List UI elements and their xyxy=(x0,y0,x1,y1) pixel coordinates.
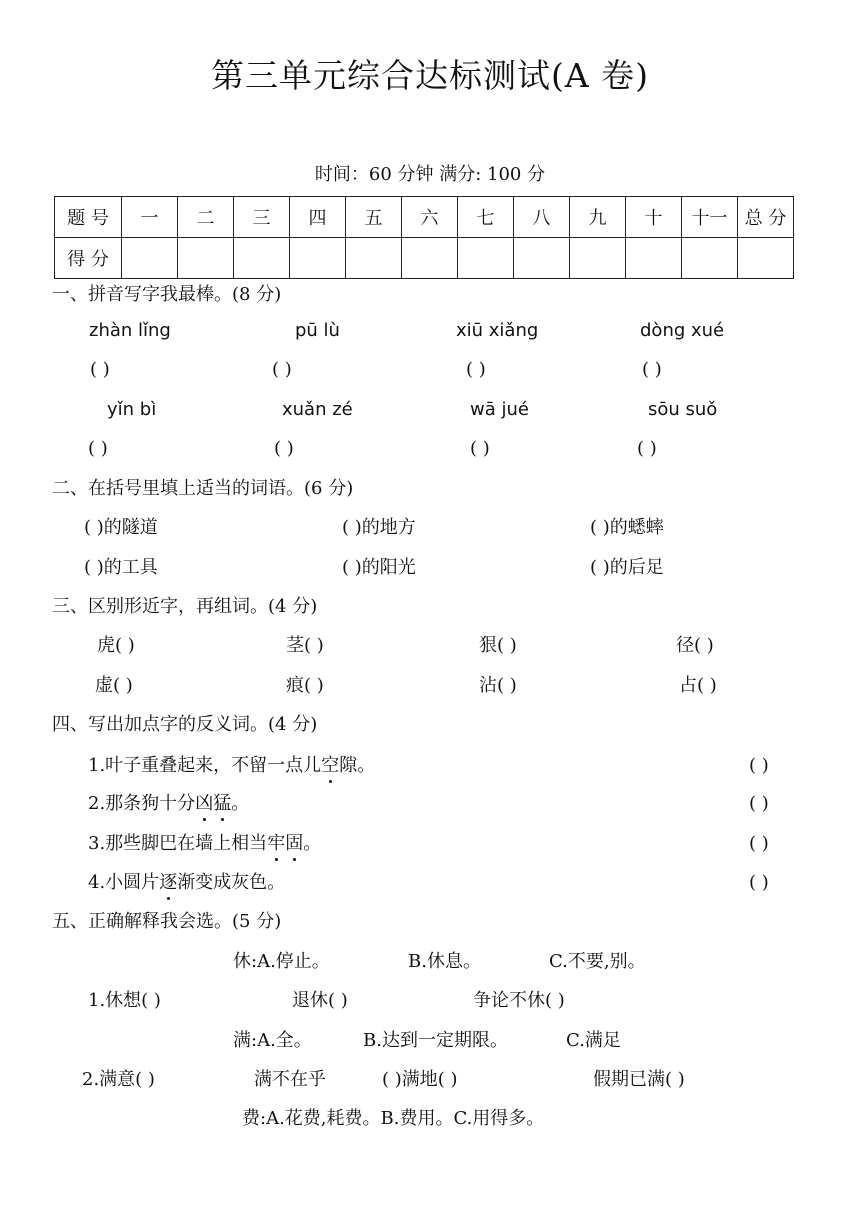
emphasized-char: 固 xyxy=(285,833,304,854)
score-cell[interactable] xyxy=(738,238,794,279)
similar-char-item[interactable]: 狠( ) xyxy=(479,635,517,656)
score-col: 六 xyxy=(402,197,458,238)
score-cell[interactable] xyxy=(570,238,626,279)
score-col: 七 xyxy=(458,197,514,238)
answer-blank[interactable]: ( ) xyxy=(470,438,490,459)
answer-blank[interactable]: ( ) xyxy=(749,755,769,776)
score-cell[interactable] xyxy=(626,238,682,279)
score-col: 五 xyxy=(346,197,402,238)
choice-item: 满不在乎 xyxy=(254,1069,326,1090)
choice-item[interactable]: 争论不休( ) xyxy=(473,990,565,1011)
fill-phrase[interactable]: ( )的阳光 xyxy=(342,557,416,578)
fill-phrase[interactable]: ( )的隧道 xyxy=(84,517,158,538)
score-cell[interactable] xyxy=(122,238,178,279)
fill-phrase[interactable]: ( )的地方 xyxy=(342,517,416,538)
score-col: 十一 xyxy=(682,197,738,238)
score-col: 三 xyxy=(234,197,290,238)
section-2-heading: 二、在括号里填上适当的词语。(6 分) xyxy=(52,478,354,499)
pinyin-item: dòng xué xyxy=(640,320,725,341)
score-table-row-label: 题 号 xyxy=(55,197,122,238)
score-table-row-label: 得 分 xyxy=(55,238,122,279)
emphasized-char: 空 xyxy=(321,755,340,776)
score-col: 四 xyxy=(290,197,346,238)
exam-meta: 时间：60 分钟 满分: 100 分 xyxy=(314,164,546,185)
score-table-header-row xyxy=(55,197,794,238)
similar-char-item[interactable]: 占( ) xyxy=(679,675,717,696)
antonym-question: 3.那些脚巴在墙上相当牢固。 xyxy=(88,833,322,854)
choice-item[interactable]: 2.满意( ) xyxy=(82,1069,155,1090)
similar-char-item[interactable]: 虎( ) xyxy=(97,635,135,656)
choice-item[interactable]: ( )满地( ) xyxy=(382,1069,458,1090)
emphasized-char: 凶 xyxy=(195,793,214,814)
pinyin-item: wā jué xyxy=(470,399,529,420)
score-table xyxy=(54,196,794,279)
choice-item[interactable]: 假期已满( ) xyxy=(593,1069,685,1090)
emphasized-char: 猛 xyxy=(213,793,232,814)
pinyin-item: sōu suǒ xyxy=(648,399,718,420)
page-title: 第三单元综合达标测试(A 卷) xyxy=(210,56,650,95)
section-3-heading: 三、区别形近字，再组词。(4 分) xyxy=(52,596,318,617)
pinyin-item: zhàn lǐng xyxy=(89,320,171,341)
score-col: 二 xyxy=(178,197,234,238)
answer-blank[interactable]: ( ) xyxy=(88,438,108,459)
answer-blank[interactable]: ( ) xyxy=(749,872,769,893)
answer-blank[interactable]: ( ) xyxy=(272,359,292,380)
answer-blank[interactable]: ( ) xyxy=(749,833,769,854)
definition-option: B.达到一定期限。 xyxy=(363,1030,508,1051)
score-col: 九 xyxy=(570,197,626,238)
similar-char-item[interactable]: 痕( ) xyxy=(286,675,324,696)
emphasized-char: 牢 xyxy=(267,833,286,854)
pinyin-item: pū lù xyxy=(295,320,340,341)
emphasized-char: 逐 xyxy=(159,872,178,893)
definition-option: 休:A.停止。 xyxy=(233,951,330,972)
definition-option: C.不要,别。 xyxy=(549,951,646,972)
score-cell[interactable] xyxy=(514,238,570,279)
score-col: 八 xyxy=(514,197,570,238)
score-col-total: 总 分 xyxy=(738,197,794,238)
score-cell[interactable] xyxy=(178,238,234,279)
score-cell[interactable] xyxy=(458,238,514,279)
definition-option: C.满足 xyxy=(566,1030,621,1051)
antonym-question: 4.小圆片逐渐变成灰色。 xyxy=(88,872,286,893)
fill-phrase[interactable]: ( )的后足 xyxy=(590,557,664,578)
answer-blank[interactable]: ( ) xyxy=(749,793,769,814)
similar-char-item[interactable]: 虚( ) xyxy=(95,675,133,696)
score-col: 十 xyxy=(626,197,682,238)
score-cell[interactable] xyxy=(346,238,402,279)
fill-phrase[interactable]: ( )的工具 xyxy=(84,557,158,578)
answer-blank[interactable]: ( ) xyxy=(637,438,657,459)
score-cell[interactable] xyxy=(682,238,738,279)
pinyin-item: xiū xiǎng xyxy=(456,320,539,341)
definition-line: 费:A.花费,耗费。B.费用。C.用得多。 xyxy=(242,1108,545,1129)
score-cell[interactable] xyxy=(290,238,346,279)
choice-item[interactable]: 1.休想( ) xyxy=(88,990,161,1011)
answer-blank[interactable]: ( ) xyxy=(90,359,110,380)
score-col: 一 xyxy=(122,197,178,238)
section-5-heading: 五、正确解释我会选。(5 分) xyxy=(52,911,282,932)
definition-option: 满:A.全。 xyxy=(233,1030,312,1051)
antonym-question: 2.那条狗十分凶猛。 xyxy=(88,793,250,814)
similar-char-item[interactable]: 沾( ) xyxy=(479,675,517,696)
similar-char-item[interactable]: 径( ) xyxy=(676,635,714,656)
fill-phrase[interactable]: ( )的蟋蟀 xyxy=(590,517,664,538)
score-cell[interactable] xyxy=(402,238,458,279)
score-table-score-row xyxy=(55,238,794,279)
section-4-heading: 四、写出加点字的反义词。(4 分) xyxy=(52,714,318,735)
pinyin-item: yǐn bì xyxy=(107,399,157,420)
choice-item[interactable]: 退休( ) xyxy=(292,990,348,1011)
pinyin-item: xuǎn zé xyxy=(282,399,353,420)
score-cell[interactable] xyxy=(234,238,290,279)
antonym-question: 1.叶子重叠起来，不留一点儿空隙。 xyxy=(88,755,376,776)
similar-char-item[interactable]: 茎( ) xyxy=(286,635,324,656)
definition-option: B.休息。 xyxy=(408,951,481,972)
answer-blank[interactable]: ( ) xyxy=(642,359,662,380)
answer-blank[interactable]: ( ) xyxy=(274,438,294,459)
answer-blank[interactable]: ( ) xyxy=(466,359,486,380)
section-1-heading: 一、拼音写字我最棒。(8 分) xyxy=(52,284,282,305)
